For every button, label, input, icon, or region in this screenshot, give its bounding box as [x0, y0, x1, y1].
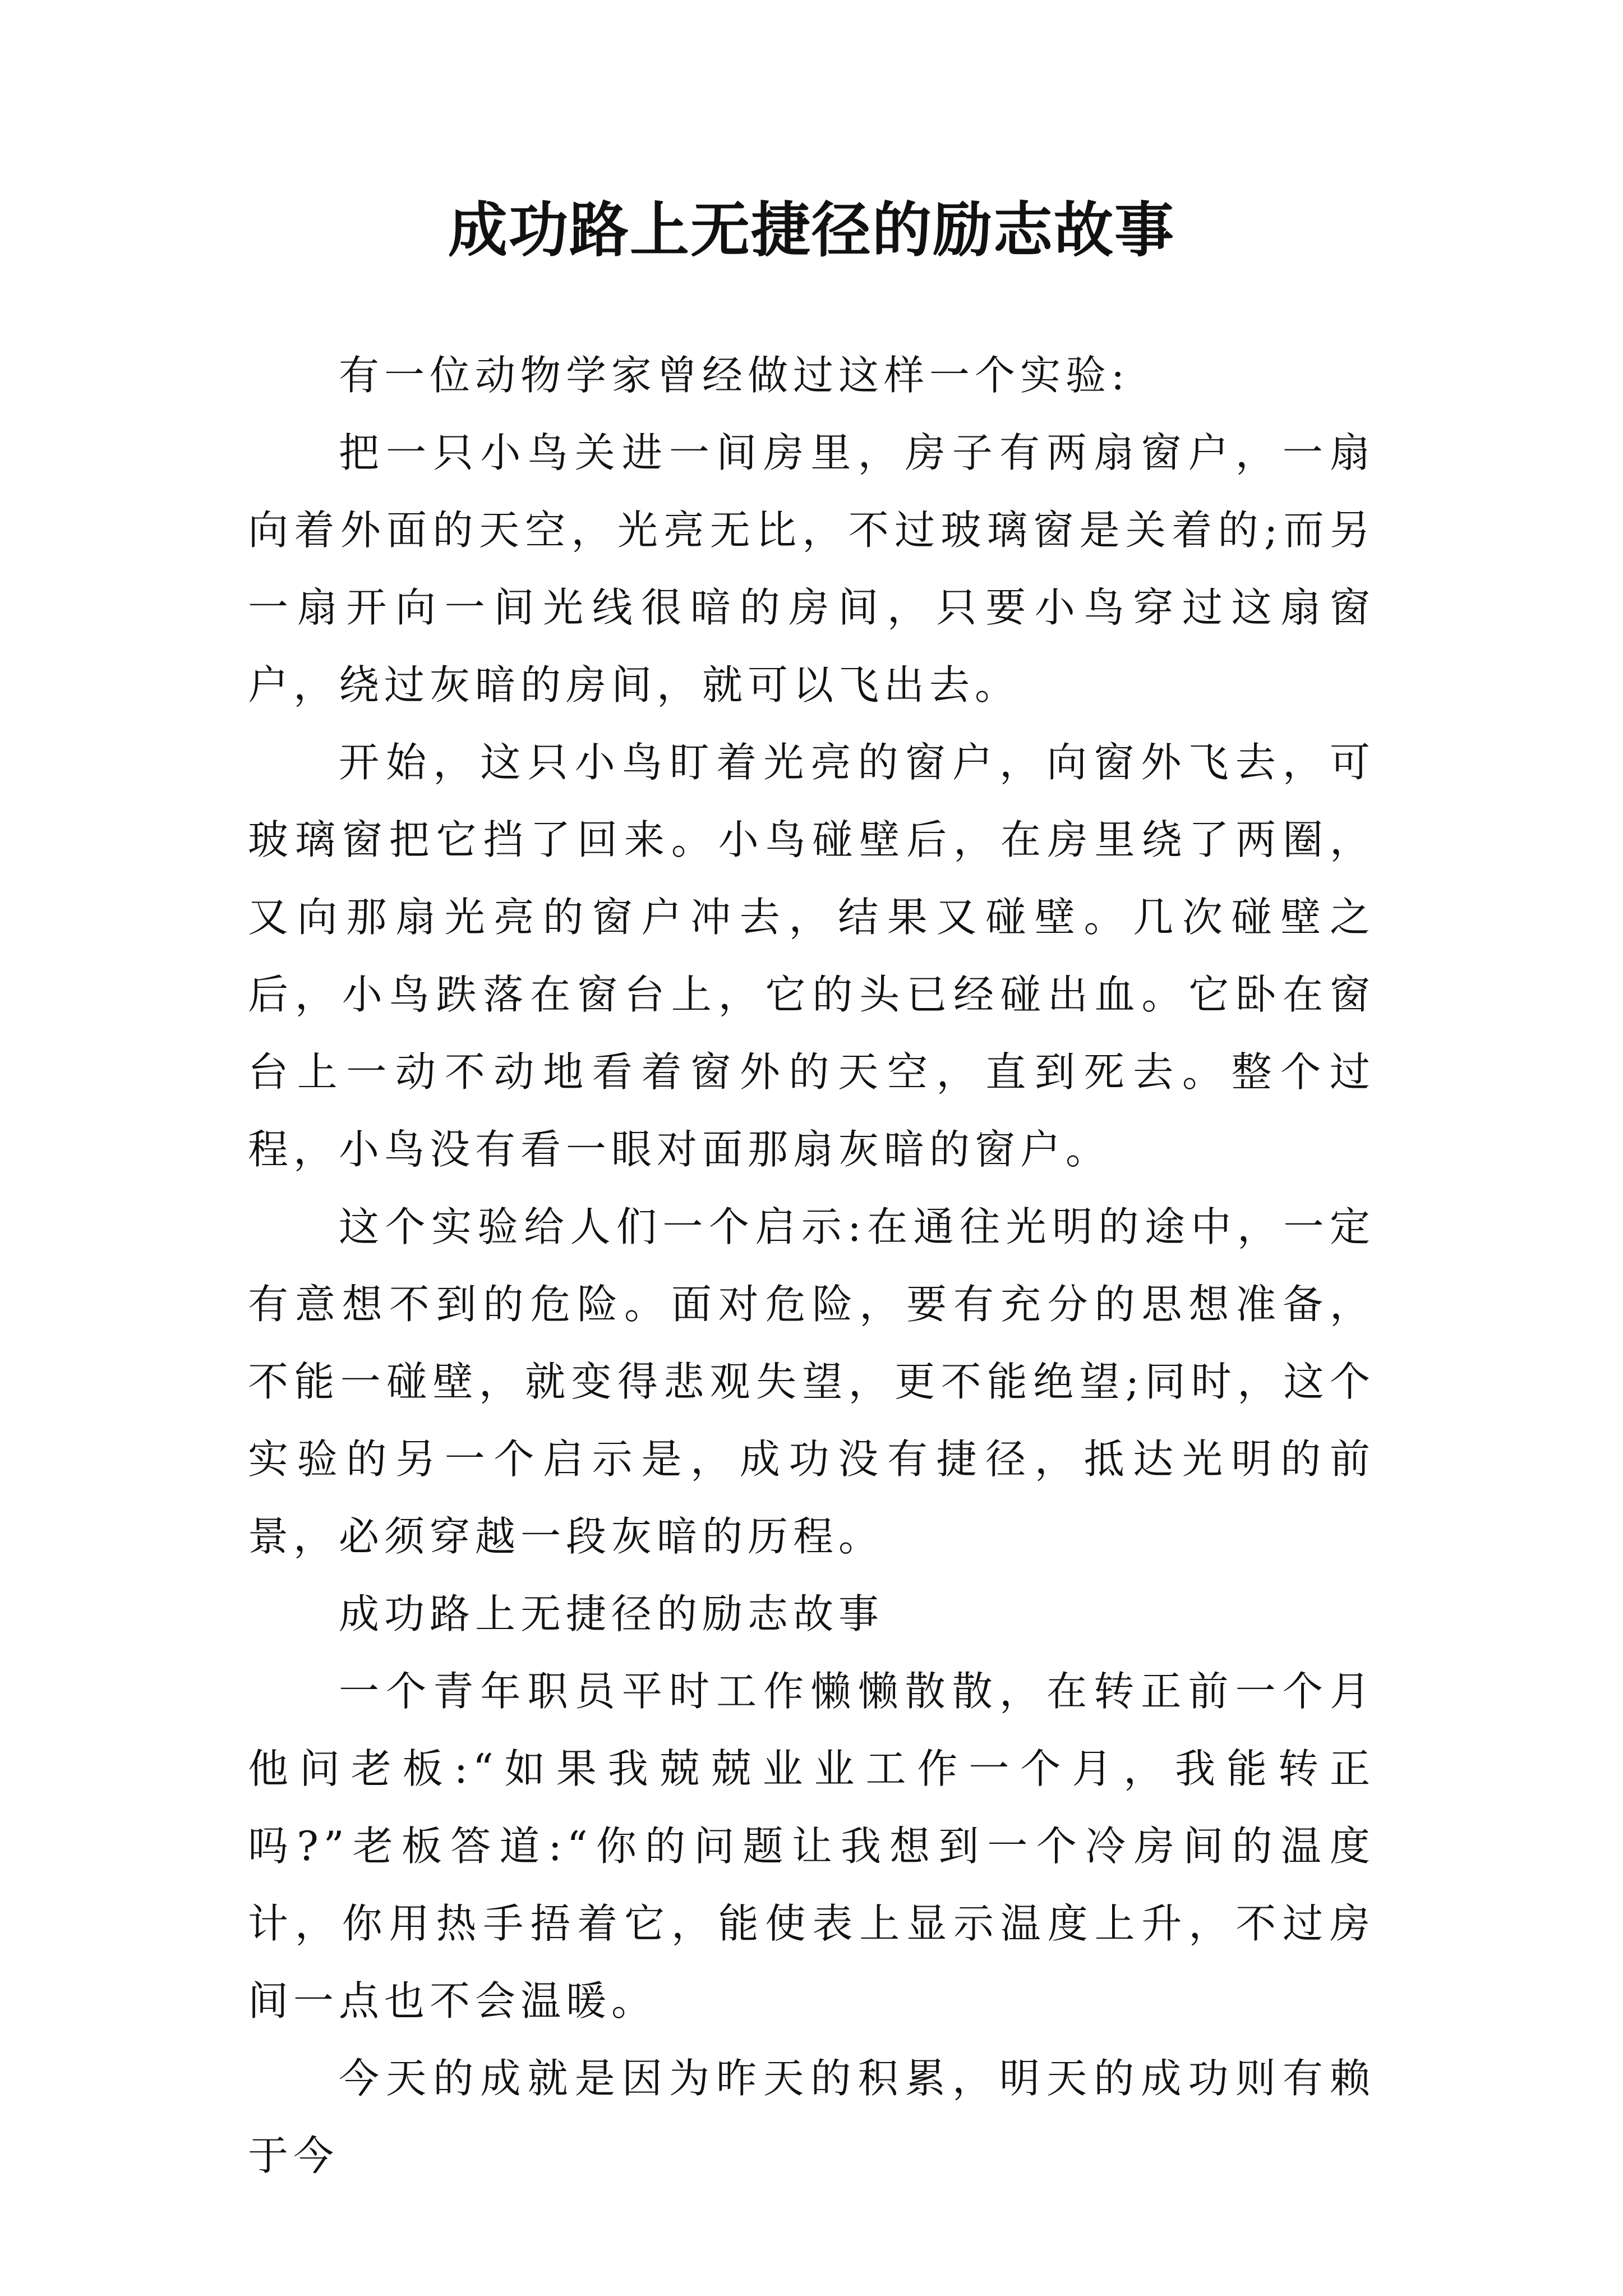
- paragraph-7: 今天的成就是因为昨天的积累，明天的成功则有赖于今: [248, 2055, 1375, 2179]
- paragraph-4: 这个实验给人们一个启示:在通往光明的途中，一定有意想不到的危险。面对危险，要有充分的思想准备，不能一碰壁，就变得悲观失望，更不能绝望;同时，这个实验的另一个启示是，成功没有捷径，抵达光明的前景，必须穿越一段灰暗的历程。: [248, 1203, 1375, 1560]
- document-title: 成功路上无捷径的励志故事: [448, 195, 1175, 265]
- paragraph-2: 把一只小鸟关进一间房里，房子有两扇窗户，一扇向着外面的天空，光亮无比，不过玻璃窗是关着的;而另一扇开向一间光线很暗的房间，只要小鸟穿过这扇窗户，绕过灰暗的房间，就可以飞出去。: [248, 429, 1375, 708]
- paragraph-6: 一个青年职员平时工作懒懒散散，在转正前一个月他问老板:“如果我兢兢业业工作一个月，我能转正吗?”老板答道:“你的问题让我想到一个冷房间的温度计，你用热手捂着它，能使表上显示温度上升，不过房间一点也不会温暖。: [248, 1668, 1375, 2024]
- paragraph-5-subheading: 成功路上无捷径的励志故事: [339, 1590, 884, 1637]
- paragraph-3: 开始，这只小鸟盯着光亮的窗户，向窗外飞去，可玻璃窗把它挡了回来。小鸟碰壁后，在房里绕了两圈，又向那扇光亮的窗户冲去，结果又碰壁。几次碰壁之后，小鸟跌落在窗台上，它的头已经碰出血。它卧在窗台上一动不动地看着窗外的天空，直到死去。整个过程，小鸟没有看一眼对面那扇灰暗的窗户。: [248, 739, 1375, 1173]
- document-body: [248, 337, 1375, 2194]
- paragraph-1: 有一位动物学家曾经做过这样一个实验:: [339, 352, 1130, 399]
